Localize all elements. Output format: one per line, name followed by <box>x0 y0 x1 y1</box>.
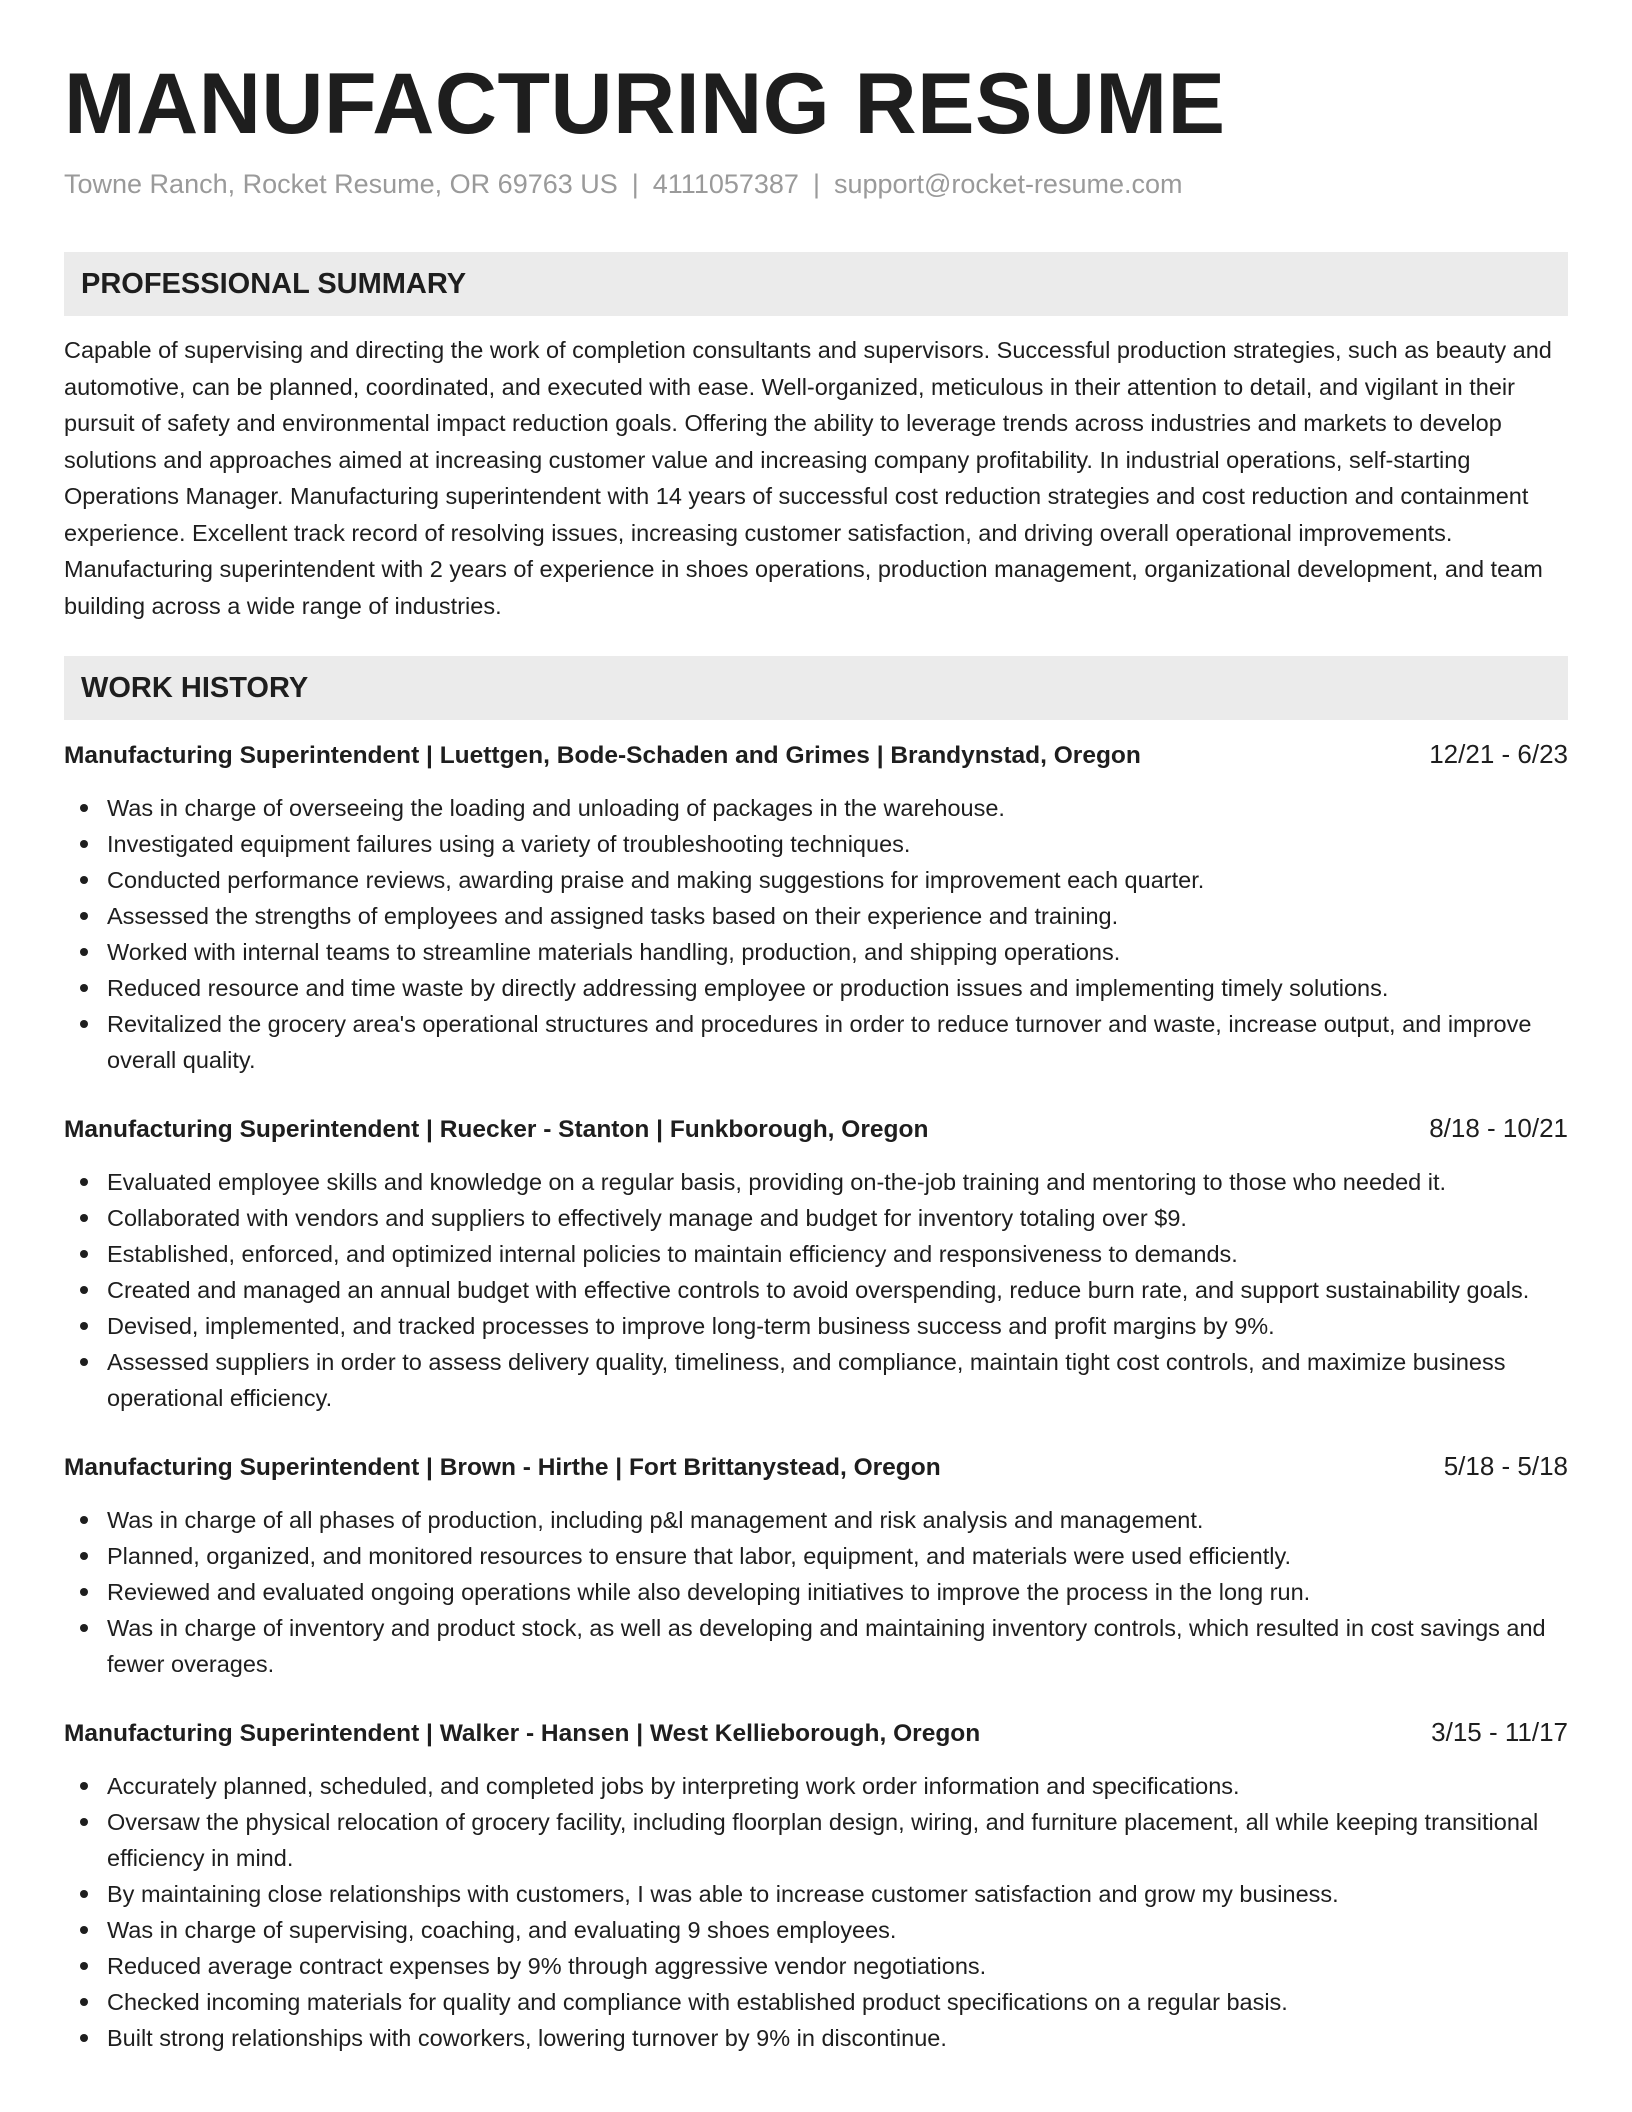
job-header <box>64 1448 1568 1486</box>
job-dates: 12/21 - 6/23 <box>1429 739 1568 769</box>
bullet-dot-icon <box>80 912 88 920</box>
section-header-work-history: WORK HISTORY <box>64 656 1568 720</box>
bullet-dot-icon <box>80 1926 88 1934</box>
bullet-dot-icon <box>80 1782 88 1790</box>
job-bullet: Investigated equipment failures using a variety of troubleshooting techniques. <box>64 826 1568 862</box>
job-bullet: Planned, organized, and monitored resources to ensure that labor, equipment, and materials were used efficiently. <box>64 1538 1568 1574</box>
job-dates: 3/15 - 11/17 <box>1431 1717 1568 1747</box>
job-dates: 5/18 - 5/18 <box>1443 1451 1568 1481</box>
job-entry <box>64 1110 1568 1416</box>
job-bullet: Was in charge of supervising, coaching, and evaluating 9 shoes employees. <box>64 1912 1568 1948</box>
job-bullet: Oversaw the physical relocation of grocery facility, including floorplan design, wiring, and furniture placement, all while keeping transitional efficiency in mind. <box>64 1804 1568 1876</box>
job-bullet: Was in charge of all phases of production, including p&l management and risk analysis and management. <box>64 1502 1568 1538</box>
job-title: Manufacturing Superintendent | Brown - Hirthe | Fort Brittanystead, Oregon <box>64 1454 941 1481</box>
bullet-dot-icon <box>80 1588 88 1596</box>
job-bullet: Established, enforced, and optimized internal policies to maintain efficiency and responsiveness to demands. <box>64 1236 1568 1272</box>
job-bullet: Built strong relationships with coworkers, lowering turnover by 9% in discontinue. <box>64 2020 1568 2056</box>
bullet-dot-icon <box>80 1358 88 1366</box>
job-bullet: Assessed the strengths of employees and assigned tasks based on their experience and training. <box>64 898 1568 934</box>
bullet-dot-icon <box>80 1286 88 1294</box>
job-dates: 8/18 - 10/21 <box>1429 1113 1568 1143</box>
job-bullet: Reduced resource and time waste by directly addressing employee or production issues and implementing timely solutions. <box>64 970 1568 1006</box>
job-bullet: Was in charge of overseeing the loading and unloading of packages in the warehouse. <box>64 790 1568 826</box>
contact-phone: 4111057387 <box>652 169 799 199</box>
bullet-dot-icon <box>80 840 88 848</box>
job-bullet-list <box>64 1768 1568 2056</box>
job-entry <box>64 1448 1568 1682</box>
job-header <box>64 1714 1568 1752</box>
bullet-dot-icon <box>80 1998 88 2006</box>
job-bullet: Conducted performance reviews, awarding praise and making suggestions for improvement each quarter. <box>64 862 1568 898</box>
bullet-dot-icon <box>80 1322 88 1330</box>
bullet-dot-icon <box>80 1552 88 1560</box>
job-bullet-list <box>64 790 1568 1078</box>
bullet-dot-icon <box>80 948 88 956</box>
resume-title: MANUFACTURING RESUME <box>64 56 1226 152</box>
job-bullet: Assessed suppliers in order to assess delivery quality, timeliness, and compliance, maintain tight cost controls, and maximize business operational efficiency. <box>64 1344 1568 1416</box>
job-header <box>64 1110 1568 1148</box>
bullet-dot-icon <box>80 1516 88 1524</box>
contact-separator: | <box>812 169 820 199</box>
job-bullet: Created and managed an annual budget with effective controls to avoid overspending, reduce burn rate, and support sustainability goals. <box>64 1272 1568 1308</box>
job-entry <box>64 1714 1568 2056</box>
job-bullet: Checked incoming materials for quality and compliance with established product specifications on a regular basis. <box>64 1984 1568 2020</box>
section-header-professional-summary: PROFESSIONAL SUMMARY <box>64 252 1568 316</box>
contact-line <box>64 166 1568 202</box>
bullet-dot-icon <box>80 1178 88 1186</box>
job-bullet: Reviewed and evaluated ongoing operations while also developing initiatives to improve the process in the long run. <box>64 1574 1568 1610</box>
job-bullet: Devised, implemented, and tracked processes to improve long-term business success and profit margins by 9%. <box>64 1308 1568 1344</box>
bullet-dot-icon <box>80 804 88 812</box>
summary-text: Capable of supervising and directing the work of completion consultants and supervisors. Successful production strategies, such as beauty and automotive, can be planned, coordinated, and executed with ease. Well-organized, meticulous in their attention to detail, and vigilant in their pursuit of safety and environmental impact reduction goals. Offering the ability to leverage trends across industries and markets to develop solutions and approaches aimed at increasing customer value and increasing company profitability. In industrial operations, self-starting Operations Manager. Manufacturing superintendent with 14 years of successful cost reduction strategies and cost reduction and containment experience. Excellent track record of resolving issues, increasing customer satisfaction, and driving overall operational improvements. Manufacturing superintendent with 2 years of experience in shoes operations, production management, organizational development, and team building across a wide range of industries. <box>64 337 1552 619</box>
bullet-dot-icon <box>80 1624 88 1632</box>
contact-separator: | <box>631 169 639 199</box>
bullet-dot-icon <box>80 1890 88 1898</box>
job-bullet: Reduced average contract expenses by 9% through aggressive vendor negotiations. <box>64 1948 1568 1984</box>
job-bullet: Was in charge of inventory and product stock, as well as developing and maintaining inventory controls, which resulted in cost savings and fewer overages. <box>64 1610 1568 1682</box>
bullet-dot-icon <box>80 1818 88 1826</box>
job-bullet-list <box>64 1164 1568 1416</box>
job-title: Manufacturing Superintendent | Walker - Hansen | West Kellieborough, Oregon <box>64 1720 981 1747</box>
bullet-dot-icon <box>80 2034 88 2042</box>
bullet-dot-icon <box>80 984 88 992</box>
job-title: Manufacturing Superintendent | Luettgen, Bode-Schaden and Grimes | Brandynstad, Oregon <box>64 742 1141 769</box>
contact-address: Towne Ranch, Rocket Resume, OR 69763 US <box>64 169 618 199</box>
contact-email: support@rocket-resume.com <box>833 169 1183 199</box>
job-bullet-list <box>64 1502 1568 1682</box>
bullet-dot-icon <box>80 1962 88 1970</box>
job-bullet: By maintaining close relationships with customers, I was able to increase customer satisfaction and grow my business. <box>64 1876 1568 1912</box>
job-header <box>64 736 1568 774</box>
job-entry <box>64 736 1568 1078</box>
job-bullet: Accurately planned, scheduled, and completed jobs by interpreting work order information and specifications. <box>64 1768 1568 1804</box>
work-history-list <box>64 736 1568 2056</box>
bullet-dot-icon <box>80 1214 88 1222</box>
job-title: Manufacturing Superintendent | Ruecker - Stanton | Funkborough, Oregon <box>64 1116 929 1143</box>
job-bullet: Collaborated with vendors and suppliers to effectively manage and budget for inventory totaling over $9. <box>64 1200 1568 1236</box>
job-bullet: Revitalized the grocery area's operational structures and procedures in order to reduce turnover and waste, increase output, and improve overall quality. <box>64 1006 1568 1078</box>
bullet-dot-icon <box>80 1250 88 1258</box>
bullet-dot-icon <box>80 1020 88 1028</box>
job-bullet: Worked with internal teams to streamline materials handling, production, and shipping operations. <box>64 934 1568 970</box>
job-bullet: Evaluated employee skills and knowledge on a regular basis, providing on-the-job training and mentoring to those who needed it. <box>64 1164 1568 1200</box>
bullet-dot-icon <box>80 876 88 884</box>
